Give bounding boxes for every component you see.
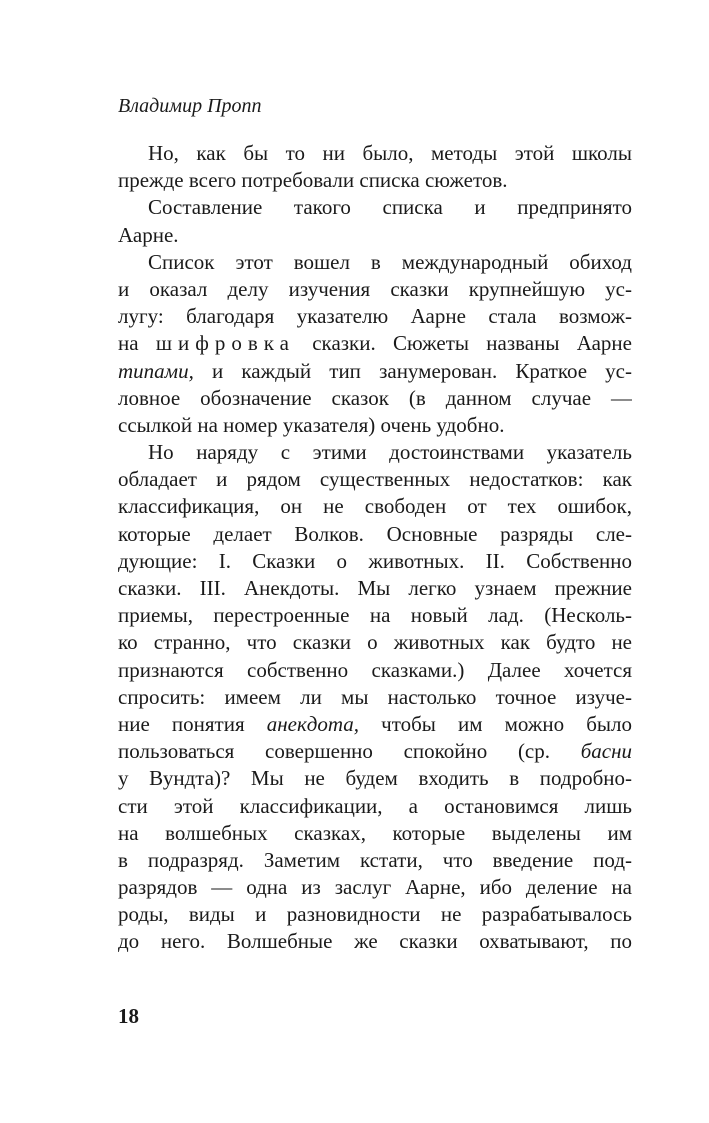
text-line (118, 412, 632, 439)
text-segment: Но наряду с этими достоинствами указатель (148, 440, 632, 465)
page-number: 18 (118, 1004, 139, 1028)
text-segment: ко странно, что сказки о животных как будто не (118, 630, 632, 655)
text-segment: сти этой классификации, а остановимся лишь (118, 793, 632, 818)
text-line (118, 874, 632, 901)
text-segment: лугу: благодаря указателю Аарне стала возмож- (118, 304, 632, 329)
italic-term: басни (580, 739, 632, 764)
text-line (118, 194, 632, 221)
text-segment: Аарне. (118, 222, 179, 247)
text-line (118, 602, 632, 629)
text-line (118, 629, 632, 656)
text-line (118, 820, 632, 847)
italic-term: анекдота, (266, 711, 360, 736)
text-segment: разрядов — одна из заслуг Аарне, ибо деление на (118, 875, 632, 900)
text-segment: классификация, он не свободен от тех ошибок, (118, 494, 632, 519)
text-segment: сказки. III. Анекдоты. Мы легко узнаем прежние (118, 576, 632, 600)
text-line (118, 521, 632, 548)
text-line (118, 249, 632, 276)
text-segment: ловное обозначение сказок (в данном случае — (118, 385, 632, 410)
text-segment: которые делает Волков. Основные разряды сле- (118, 521, 632, 546)
text-line (118, 711, 632, 738)
text-segment: у Вундта)? Мы не будем входить в подробно- (118, 766, 632, 791)
text-line (118, 303, 632, 330)
text-line (118, 140, 632, 167)
text-segment: чтобы им можно было (359, 711, 632, 736)
text-line (118, 385, 632, 412)
text-segment: в подразряд. Заметим кстати, что введение под- (118, 847, 632, 872)
text-segment: Но, как бы то ни было, методы этой школы (148, 141, 632, 165)
text-line (118, 575, 632, 602)
text-segment: прежде всего потребовали списка сюжетов. (118, 168, 508, 193)
text-line (118, 439, 632, 466)
text-line (118, 684, 632, 711)
text-line (118, 493, 632, 520)
text-segment: дующие: I. Сказки о животных. II. Собственно (118, 548, 632, 573)
body-text (118, 140, 632, 956)
text-line (118, 901, 632, 928)
text-line (118, 793, 632, 820)
text-segment: приемы, перестроенные на новый лад. (Несколь- (118, 603, 632, 628)
text-line (118, 548, 632, 575)
text-line (118, 222, 632, 249)
running-head: Владимир Пропп (118, 95, 262, 117)
text-line (118, 276, 632, 303)
text-segment: и оказал делу изучения сказки крупнейшую ус- (118, 276, 632, 301)
spaced-term: шифровка (155, 331, 295, 356)
text-segment: спросить: имеем ли мы настолько точное изуче- (118, 684, 632, 709)
text-segment: ссылкой на номер указателя) очень удобно. (118, 412, 505, 437)
text-segment: и каждый тип занумерован. Краткое ус- (193, 358, 632, 383)
text-segment: на (118, 331, 156, 356)
text-line (118, 847, 632, 874)
text-segment: сказки. Сюжеты названы Аарне (294, 331, 632, 356)
text-segment: пользоваться совершенно спокойно (ср. (118, 739, 581, 764)
text-segment: Составление такого списка и предпринято (148, 195, 632, 220)
text-line (118, 765, 632, 792)
text-line (118, 466, 632, 493)
text-line (118, 330, 632, 357)
text-line (118, 738, 632, 765)
text-segment: обладает и рядом существенных недостатков: как (118, 467, 632, 492)
text-segment: на волшебных сказках, которые выделены им (118, 820, 632, 845)
text-segment: роды, виды и разновидности не разрабатывалось (118, 902, 632, 927)
text-segment: ние понятия (118, 711, 267, 736)
text-line (118, 358, 632, 385)
text-line (118, 657, 632, 684)
text-segment: до него. Волшебные же сказки охватывают, по (118, 929, 632, 954)
text-line (118, 928, 632, 955)
italic-term: типами, (118, 358, 194, 383)
text-segment: признаются собственно сказками.) Далее хочется (118, 657, 632, 682)
text-segment: Список этот вошел в международный обиход (148, 249, 632, 274)
text-line (118, 167, 632, 194)
